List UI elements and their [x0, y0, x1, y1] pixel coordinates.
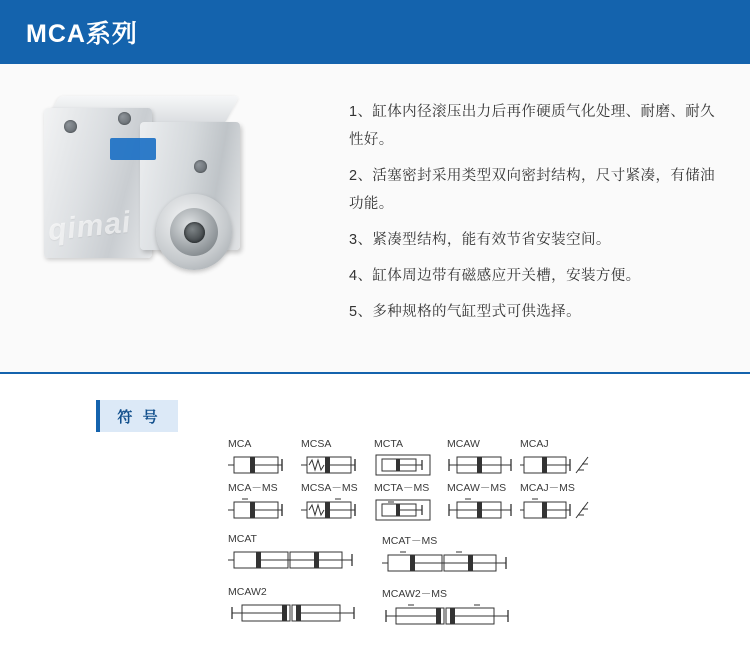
feature-item: 4、缸体周边带有磁感应开关槽，安装方便。 [349, 268, 641, 284]
symbol-diagram-tandem-ms [382, 550, 516, 576]
symbol-cell [228, 586, 362, 629]
symbol-diagram-adjustable-stroke [520, 452, 591, 478]
symbol-cell [301, 438, 372, 478]
symbol-cell [447, 438, 518, 478]
symbol-section [0, 374, 750, 629]
symbol-cell [228, 480, 299, 523]
symbol-diagram-double-rod [447, 452, 518, 478]
symbol-label: MCSA [301, 438, 332, 450]
port-hole-icon [64, 120, 77, 133]
feature-item: 5、多种规格的气缸型式可供选择。 [349, 304, 581, 320]
symbol-label: MCAJ－MS [520, 482, 575, 494]
symbol-label: MCA－MS [228, 482, 278, 494]
product-image [26, 90, 291, 320]
symbol-label: MCAW2 [228, 586, 267, 598]
symbol-cell [520, 438, 591, 478]
cylinder-rod [184, 222, 205, 243]
symbol-cell [382, 533, 516, 576]
symbol-row [228, 533, 750, 576]
symbol-diagram-double-acting-box [374, 452, 445, 478]
symbol-row [228, 438, 750, 478]
symbol-diagram-single-rod-ms [228, 497, 299, 523]
symbol-grid [0, 438, 750, 629]
section-tag-symbol [96, 400, 178, 432]
port-hole-icon [118, 112, 131, 125]
symbol-cell [382, 586, 516, 629]
symbol-label: MCA [228, 438, 252, 450]
symbol-label: MCAT－MS [382, 535, 438, 547]
cylinder-brand-label [110, 138, 156, 160]
symbol-label: MCTA [374, 438, 403, 450]
symbol-diagram-adjustable-stroke-ms [520, 497, 591, 523]
symbol-diagram-double-acting-box-ms [374, 497, 445, 523]
symbol-cell [520, 480, 591, 523]
symbol-label: MCTA－MS [374, 482, 430, 494]
symbol-row [228, 586, 750, 629]
symbol-cell [374, 480, 445, 523]
feature-item: 3、紧凑型结构，能有效节省安装空间。 [349, 232, 611, 248]
cylinder-body-left [44, 108, 152, 258]
symbol-cell [374, 438, 445, 478]
symbol-cell [447, 480, 518, 523]
feature-item: 1、缸体内径滚压出力后再作硬质气化处理、耐磨、耐久性好。 [349, 104, 716, 148]
section-tag-label: 符 号 [117, 408, 161, 426]
page-title: MCA系列 [26, 20, 138, 48]
symbol-label: MCAJ [520, 438, 549, 450]
symbol-row [228, 480, 750, 523]
symbol-label: MCAW2－MS [382, 588, 447, 600]
symbol-diagram-spring-return [301, 452, 372, 478]
symbol-cell [228, 438, 299, 478]
symbol-diagram-single-rod [228, 452, 299, 478]
symbol-cell [301, 480, 372, 523]
symbol-diagram-double-rod-twin-ms [382, 603, 516, 629]
symbol-diagram-tandem [228, 547, 362, 573]
symbol-diagram-spring-return-ms [301, 497, 372, 523]
symbol-label: MCAW [447, 438, 480, 450]
feature-item: 2、活塞密封采用类型双向密封结构，尺寸紧凑，有储油功能。 [349, 168, 716, 212]
symbol-label: MCAW－MS [447, 482, 507, 494]
page-header [0, 0, 750, 64]
symbol-diagram-double-rod-ms [447, 497, 518, 523]
feature-list [291, 90, 730, 334]
port-hole-icon [194, 160, 207, 173]
symbol-label: MCSA－MS [301, 482, 358, 494]
symbol-diagram-double-rod-twin [228, 600, 362, 626]
symbol-label: MCAT [228, 533, 257, 545]
intro-section [0, 64, 750, 374]
symbol-cell [228, 533, 362, 576]
watermark-text: qimai [46, 205, 133, 248]
